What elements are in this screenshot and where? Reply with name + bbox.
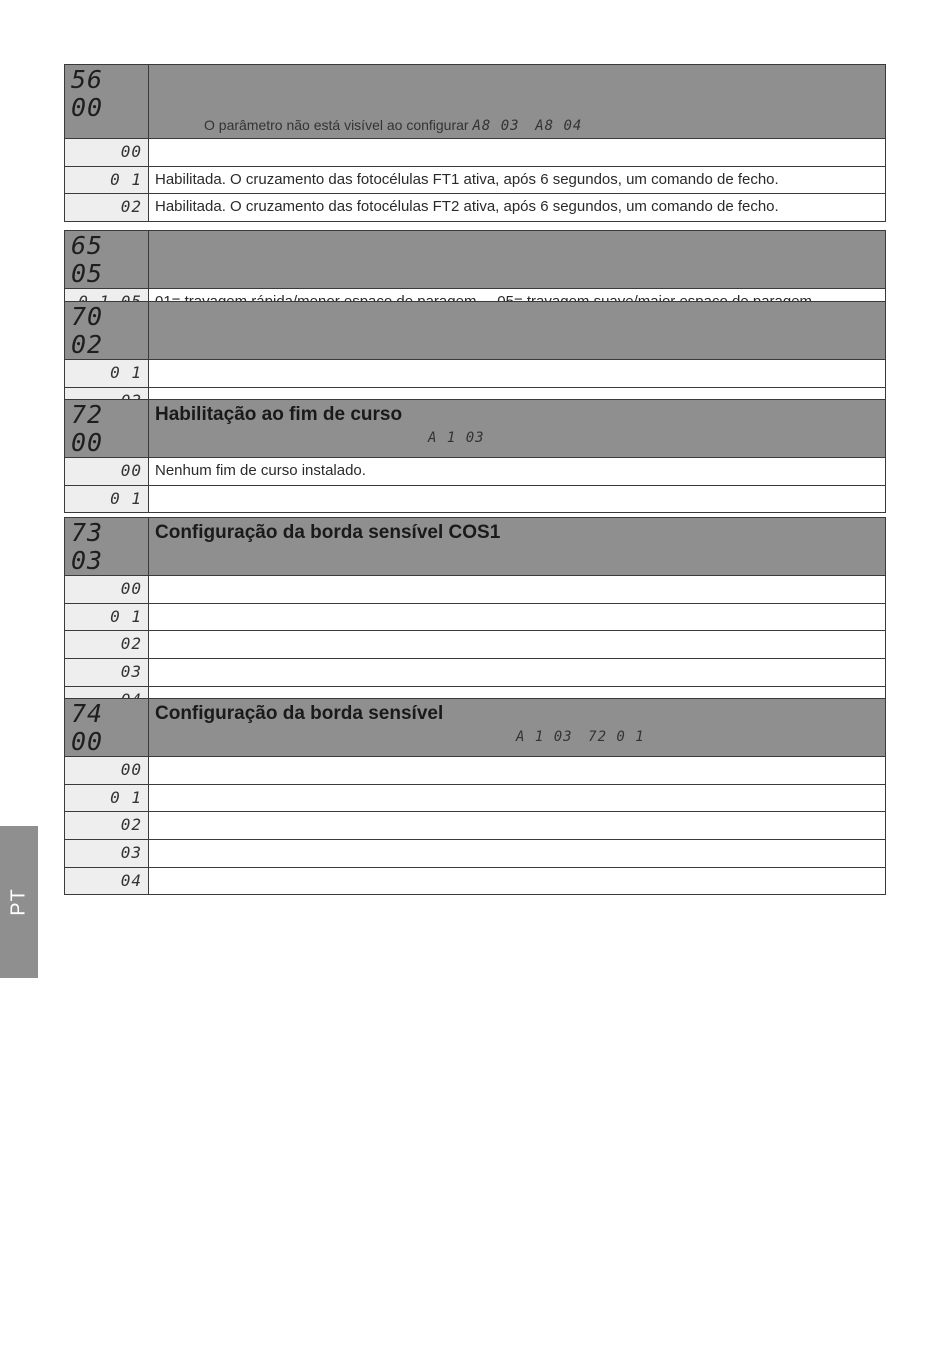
param-code: 72 00 [65,400,149,458]
param-header [149,699,886,757]
param-block-56 [64,64,886,222]
option-code: 0 1 [65,166,149,194]
option-description [149,576,886,604]
option-code: 00 [65,757,149,785]
table-row [65,867,886,895]
param-title: Configuração da borda sensível [155,703,444,724]
option-code: 03 [65,840,149,868]
option-description: Nenhum fim de curso instalado. [149,458,886,486]
option-code: 02 [65,631,149,659]
option-description [149,659,886,687]
param-note-code: A8 03 [472,118,520,134]
param-header [149,302,886,360]
table-row [65,812,886,840]
param-header [149,65,886,139]
table-row [65,784,886,812]
param-code: 73 03 [65,518,149,576]
table-row [65,576,886,604]
option-code: 0 1 [65,360,149,388]
option-code: 04 [65,867,149,895]
param-block-74 [64,698,886,895]
param-code: 65 05 [65,231,149,289]
language-tab-label: PT [7,888,30,916]
option-description [149,812,886,840]
param-note [516,728,645,745]
table-row [65,840,886,868]
option-description [149,485,886,513]
table-row [65,485,886,513]
param-table [64,517,886,714]
option-code: 00 [65,576,149,604]
option-description [149,631,886,659]
param-header [149,231,886,289]
option-description [149,603,886,631]
table-row [65,458,886,486]
option-description: Habilitada. O cruzamento das fotocélulas FT1 ativa, após 6 segundos, um comando de fecho. [149,166,886,194]
table-row [65,659,886,687]
param-header [149,400,886,458]
param-block-73 [64,517,886,714]
param-header [149,518,886,576]
option-description [149,840,886,868]
option-description [149,784,886,812]
option-code: 02 [65,812,149,840]
table-row [65,360,886,388]
param-code: 56 00 [65,65,149,139]
option-code: 02 [65,194,149,222]
table-row [65,603,886,631]
option-description [149,360,886,388]
param-table [64,698,886,895]
table-row [65,194,886,222]
option-code: 00 [65,458,149,486]
option-description [149,757,886,785]
param-note [428,429,485,446]
param-title: Configuração da borda sensível COS1 [155,522,501,543]
param-note-text: O parâmetro não está visível ao configurar [204,117,469,133]
table-row [65,631,886,659]
param-code: 74 00 [65,699,149,757]
table-row [65,166,886,194]
param-code: 70 02 [65,302,149,360]
option-description [149,867,886,895]
option-code: 0 1 [65,485,149,513]
param-note-code: A 1 03 [428,430,485,446]
param-note-code: 72 0 1 [588,729,645,745]
option-code: 03 [65,659,149,687]
param-note-code: A 1 03 [516,729,573,745]
option-description [149,139,886,167]
table-row [65,757,886,785]
option-code: 0 1 [65,603,149,631]
param-table [64,399,886,513]
language-tab [0,826,38,978]
param-title: Habilitação ao fim de curso [155,404,403,425]
param-note [204,117,582,134]
option-code: 00 [65,139,149,167]
option-description: Habilitada. O cruzamento das fotocélulas FT2 ativa, após 6 segundos, um comando de fecho. [149,194,886,222]
param-table [64,64,886,222]
option-code: 0 1 [65,784,149,812]
param-block-72 [64,399,886,513]
param-note-code: A8 04 [535,118,583,134]
table-row [65,139,886,167]
